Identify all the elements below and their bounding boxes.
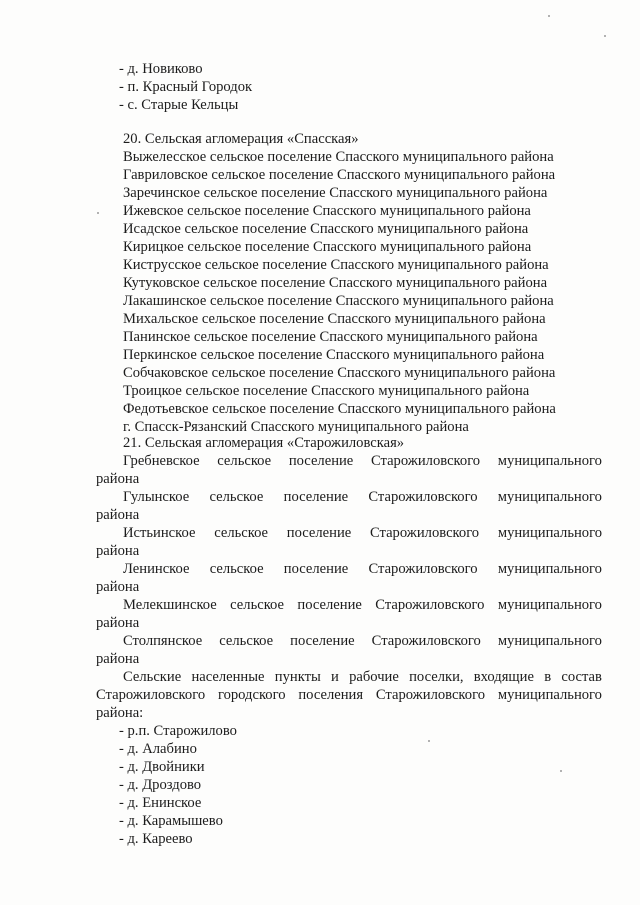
- settlement-line: Лакашинское сельское поселение Спасского муниципального района: [123, 293, 554, 309]
- word: Старожиловского: [96, 687, 206, 703]
- word: муниципального: [497, 633, 602, 649]
- word: сельское: [209, 489, 264, 505]
- word: сельское: [219, 633, 274, 649]
- settlement-line: Кутуковское сельское поселение Спасского муниципального района: [123, 275, 548, 291]
- word: Столпянское: [123, 633, 203, 649]
- word: муниципального: [497, 561, 602, 577]
- settlement-line: Перкинское сельское поселение Спасского муниципального района: [123, 347, 545, 363]
- settlement-line: Собчаковское сельское поселение Спасского муниципального района: [123, 365, 556, 381]
- settlement-line: [123, 632, 602, 650]
- word: сельское: [214, 525, 269, 541]
- word: Истьинское: [123, 525, 196, 541]
- settlement-line: Федотьевское сельское поселение Спасского муниципального района: [123, 401, 556, 417]
- word: Старожиловского: [369, 525, 480, 541]
- list-item: - д. Двойники: [119, 759, 205, 775]
- word: муниципального: [497, 453, 602, 469]
- settlement-line: [123, 596, 602, 614]
- word: Старожиловского: [371, 633, 481, 649]
- word: состав: [561, 669, 602, 685]
- word: в: [544, 669, 552, 685]
- word: муниципального: [497, 597, 602, 613]
- settlement-line-continuation: района: [96, 507, 140, 523]
- settlement-line: Панинское сельское поселение Спасского муниципального района: [123, 329, 538, 345]
- paragraph-line: [123, 668, 602, 686]
- section-heading-20: 20. Сельская агломерация «Спасская»: [123, 131, 359, 147]
- scan-speck: [560, 770, 562, 772]
- settlement-line: Кирицкое сельское поселение Спасского муниципального района: [123, 239, 532, 255]
- word: поселение: [297, 597, 362, 613]
- list-item: - д. Карамышево: [119, 813, 223, 829]
- settlement-line: [123, 560, 602, 578]
- scan-speck: [548, 15, 550, 17]
- section-heading-21: 21. Сельская агломерация «Старожиловская»: [123, 435, 405, 451]
- word: Сельские: [123, 669, 182, 685]
- settlement-line: [123, 524, 602, 542]
- paragraph-line: [96, 686, 602, 704]
- scan-speck: [604, 35, 606, 37]
- list-item: - д. Дроздово: [119, 777, 202, 793]
- settlement-line: [123, 452, 602, 470]
- word: пункты: [274, 669, 321, 685]
- list-item: - д. Новиково: [119, 61, 203, 77]
- word: Ленинское: [123, 561, 190, 577]
- word: поселки,: [409, 669, 464, 685]
- settlement-line-continuation: района: [96, 615, 140, 631]
- list-item: - д. Кареево: [119, 831, 193, 847]
- word: муниципального: [497, 489, 602, 505]
- word: Старожиловского: [368, 489, 478, 505]
- list-item: - д. Енинское: [119, 795, 202, 811]
- scan-speck: [97, 212, 99, 214]
- settlement-line-continuation: района: [96, 579, 140, 595]
- word: муниципального: [497, 525, 602, 541]
- settlement-line-continuation: района: [96, 471, 140, 487]
- word: рабочие: [349, 669, 399, 685]
- word: поселение: [283, 489, 349, 505]
- settlement-line-continuation: района: [96, 543, 140, 559]
- list-item: - с. Старые Кельцы: [119, 97, 239, 113]
- word: сельское: [230, 597, 285, 613]
- word: поселение: [288, 453, 354, 469]
- settlement-line: г. Спасск-Рязанский Спасского муниципального района: [123, 419, 469, 435]
- word: сельское: [217, 453, 272, 469]
- settlement-line: Гавриловское сельское поселение Спасского муниципального района: [123, 167, 556, 183]
- word: входящие: [473, 669, 534, 685]
- settlement-line: Исадское сельское поселение Спасского муниципального района: [123, 221, 529, 237]
- word: Мелекшинское: [123, 597, 217, 613]
- word: Старожиловского: [375, 597, 485, 613]
- word: поселение: [286, 525, 352, 541]
- word: Старожиловского: [370, 453, 481, 469]
- word: поселение: [290, 633, 355, 649]
- word: поселение: [283, 561, 349, 577]
- list-item: - п. Красный Городок: [119, 79, 253, 95]
- word: поселения: [298, 687, 364, 703]
- settlement-line: Троицкое сельское поселение Спасского муниципального района: [123, 383, 530, 399]
- settlement-line: Киструсское сельское поселение Спасского муниципального района: [123, 257, 549, 273]
- word: населенные: [191, 669, 265, 685]
- settlement-line: Михальское сельское поселение Спасского муниципального района: [123, 311, 546, 327]
- scan-speck: [428, 740, 430, 742]
- list-item: - д. Алабино: [119, 741, 197, 757]
- word: сельское: [209, 561, 264, 577]
- settlement-line: Выжелесское сельское поселение Спасского муниципального района: [123, 149, 554, 165]
- settlement-line-continuation: района: [96, 651, 140, 667]
- word: и: [331, 669, 339, 685]
- settlement-line: [123, 488, 602, 506]
- settlement-line: Ижевское сельское поселение Спасского муниципального района: [123, 203, 531, 219]
- word: Старожиловского: [368, 561, 478, 577]
- word: Старожиловского: [375, 687, 485, 703]
- list-item: - р.п. Старожилово: [119, 723, 237, 739]
- word: городского: [217, 687, 286, 703]
- word: муниципального: [497, 687, 602, 703]
- word: Гребневское: [123, 453, 200, 469]
- word: Гулынское: [123, 489, 190, 505]
- settlement-line: Заречинское сельское поселение Спасского муниципального района: [123, 185, 548, 201]
- paragraph-line: района:: [96, 705, 144, 721]
